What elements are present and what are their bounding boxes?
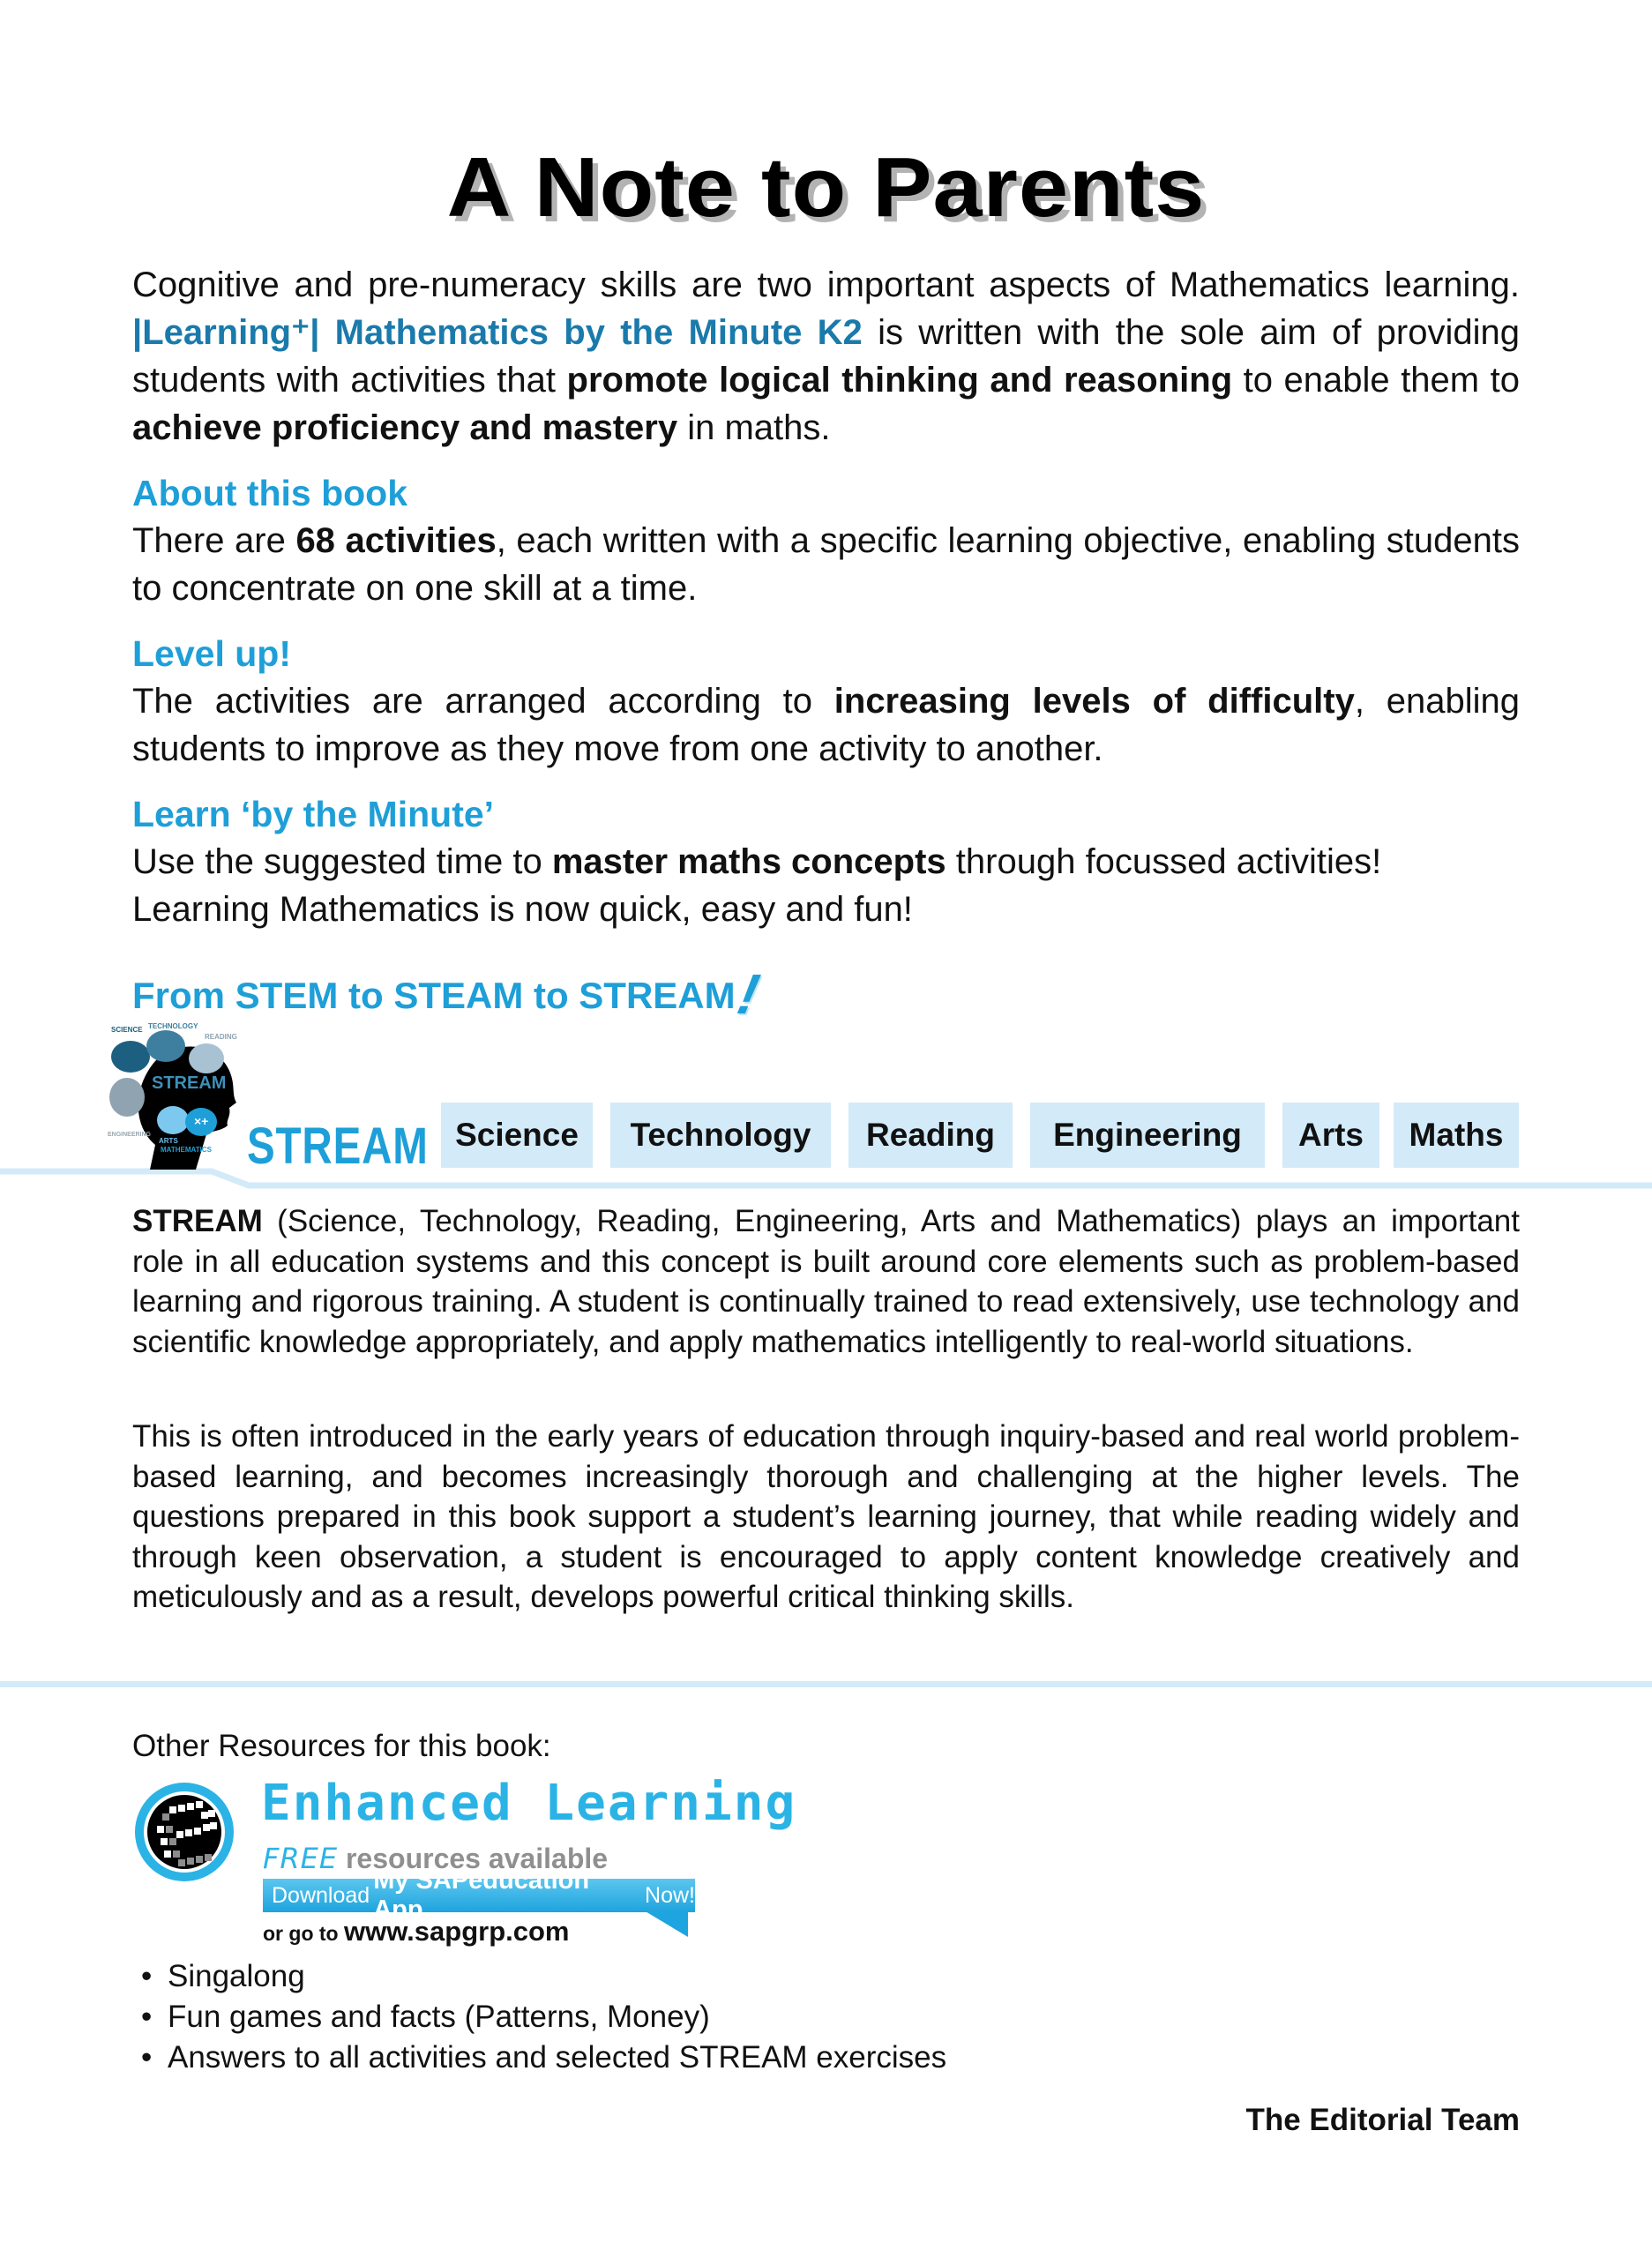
stream-heading <box>132 961 765 1027</box>
book-title: |Learning⁺| Mathematics by the Minute K2 <box>132 313 863 352</box>
now-text: Now! <box>645 1882 695 1908</box>
url-prefix: or go to <box>263 1922 344 1945</box>
stream-text: (Science, Technology, Reading, Engineering, Arts and Mathematics) plays an important role in all education systems and this concept is built around core elements such as problem-based learning and rigorous training. A student is continually trained to read extensively, use technology and scientific knowledge appropriately, and apply mathematics intelligently to real-world situations. <box>132 1204 1520 1359</box>
svg-text:SCIENCE: SCIENCE <box>111 1026 143 1034</box>
enhanced-learning-logo-icon <box>132 1780 236 1884</box>
svg-text:TECHNOLOGY: TECHNOLOGY <box>148 1022 198 1030</box>
section-heading: About this book <box>132 473 408 513</box>
section-divider <box>0 1681 1652 1687</box>
website-line <box>263 1916 570 1948</box>
tab-engineering: Engineering <box>1030 1103 1265 1168</box>
intro-text: to enable them to <box>1232 361 1520 400</box>
section-heading: Learn ‘by the Minute’ <box>132 794 495 834</box>
tab-science: Science <box>441 1103 593 1168</box>
free-label: FREE <box>263 1842 339 1875</box>
intro-bold: promote logical thinking and reasoning <box>566 361 1233 400</box>
other-resources-label: Other Resources for this book: <box>132 1729 551 1763</box>
section-text: , enabling students to improve as they move from one activity to another. <box>132 682 1520 768</box>
resources-available-label: resources available <box>338 1843 609 1874</box>
list-item: • Answers to all activities and selected STREAM exercises <box>132 2037 946 2078</box>
app-name: My SAPeducation App <box>373 1866 590 1924</box>
section-bold: increasing levels of difficulty <box>833 682 1355 721</box>
website-link[interactable]: www.sapgrp.com <box>343 1916 570 1947</box>
exclamation-icon: ! <box>731 962 765 1026</box>
stream-head-illustration <box>108 1021 240 1171</box>
svg-text:MATHEMATICS: MATHEMATICS <box>161 1146 212 1154</box>
speech-tail-icon <box>617 1910 688 1937</box>
stream-paragraph-2 <box>132 1417 1520 1618</box>
intro-paragraph <box>132 261 1520 452</box>
svg-text:×+: ×+ <box>194 1114 209 1128</box>
stream-paragraph-1 <box>132 1201 1520 1362</box>
section-heading: Level up! <box>132 633 291 674</box>
svg-text:READING: READING <box>205 1033 237 1041</box>
svg-text:ENGINEERING: ENGINEERING <box>108 1132 152 1138</box>
download-app-banner[interactable] <box>263 1866 695 1924</box>
signoff: The Editorial Team <box>1245 2103 1520 2137</box>
section-text: The activities are arranged according to <box>132 682 834 721</box>
stream-bold: STREAM <box>132 1204 263 1238</box>
section-by-the-minute <box>132 790 1520 933</box>
intro-bold: achieve proficiency and mastery <box>132 408 678 447</box>
tab-reading: Reading <box>848 1103 1013 1168</box>
svg-text:STREAM: STREAM <box>152 1073 227 1093</box>
list-item: • Singalong <box>132 1956 946 1997</box>
intro-text: in maths. <box>677 408 831 447</box>
section-text: There are <box>132 521 296 560</box>
section-about <box>132 469 1520 612</box>
section-bold: master maths concepts <box>551 842 946 881</box>
intro-text: Cognitive and pre-numeracy skills are two important aspects of Mathematics learning. <box>132 265 1520 304</box>
tab-technology: Technology <box>610 1103 831 1168</box>
tab-arts: Arts <box>1282 1103 1379 1168</box>
section-text: Use the suggested time to <box>132 842 552 881</box>
list-item: • Fun games and facts (Patterns, Money) <box>132 1997 946 2037</box>
section-text: through focussed activities! Learning Mathematics is now quick, easy and fun! <box>132 842 1382 929</box>
svg-text:ARTS: ARTS <box>159 1137 178 1145</box>
stream-logo-word: STREAM <box>247 1118 429 1175</box>
section-level-up <box>132 630 1520 773</box>
section-bold: 68 activities <box>295 521 497 560</box>
intro-text: is written with the sole aim of providing students with activities that <box>132 313 1521 400</box>
section-text: , each written with a specific learning objective, enabling students to concentrate on one skill at a time. <box>132 521 1520 608</box>
stream-heading-text: From STEM to STEAM to STREAM <box>132 975 736 1016</box>
enhanced-learning-title: Enhanced Learning <box>261 1775 797 1832</box>
download-text: Download <box>272 1882 370 1908</box>
resources-list <box>132 1956 946 2078</box>
page-title: A Note to Parents <box>446 140 1206 235</box>
stream-text: This is often introduced in the early years of education through inquiry-based and real world problem-based learning, and becomes increasingly thorough and challenging at the higher levels. The questions prepared in this book support a student’s learning journey, that while reading widely and through keen observation, a student is encouraged to apply content knowledge creatively and meticulously and as a result, develops powerful critical thinking skills. <box>132 1419 1520 1614</box>
tab-maths: Maths <box>1394 1103 1519 1168</box>
